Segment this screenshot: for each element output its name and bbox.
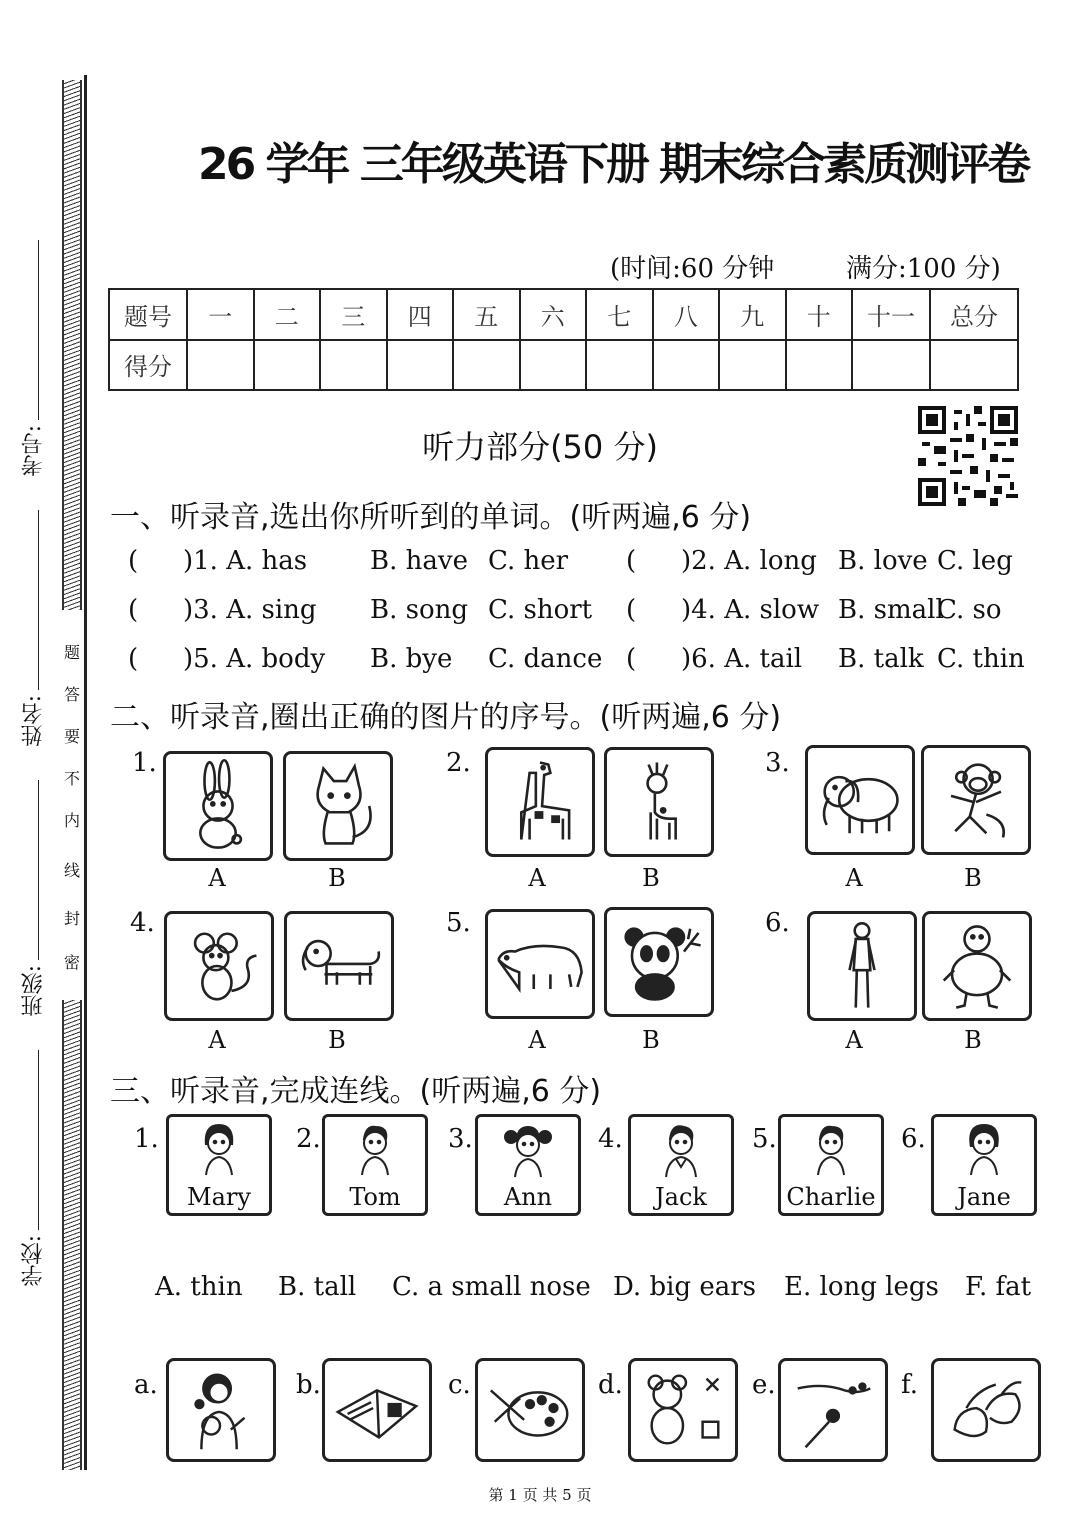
kid-name: Jack [655, 1183, 707, 1211]
choice-a-label: A [845, 864, 863, 892]
boy-icon [350, 1119, 400, 1179]
question-number: 2. [446, 748, 471, 778]
rabbit-icon [166, 754, 270, 858]
question-number: 6. [901, 1124, 926, 1154]
deer-icon [607, 750, 711, 854]
picture-letter: f. [901, 1370, 918, 1400]
toys-picture[interactable] [628, 1358, 738, 1462]
girl-icon [959, 1119, 1009, 1179]
palette-icon [478, 1361, 582, 1459]
choice-b-label: B [642, 864, 660, 892]
score-table [108, 288, 1019, 391]
choice-b-label: B [642, 1026, 660, 1054]
school-blank[interactable] [38, 1050, 39, 1230]
kid-card[interactable] [475, 1114, 581, 1216]
kid-card[interactable] [322, 1114, 428, 1216]
cat-picture[interactable] [283, 751, 393, 861]
question-number: 1. [134, 1124, 159, 1154]
rabbit-picture[interactable] [163, 751, 273, 861]
school-label: 学校: [21, 1235, 46, 1287]
table-cell: 五 [453, 289, 520, 340]
option-b: B. talk [838, 644, 924, 674]
giraffe-icon [488, 750, 592, 854]
answer-paren[interactable]: ( [128, 644, 139, 674]
score-cell[interactable] [520, 340, 587, 391]
option-c: C. dance [488, 644, 603, 674]
family-icon [169, 1361, 273, 1459]
seal-char: 题 [64, 640, 80, 663]
score-cell[interactable] [653, 340, 720, 391]
picture-letter: b. [296, 1370, 321, 1400]
fat-man-picture[interactable] [922, 911, 1032, 1021]
table-cell: 得分 [109, 340, 187, 391]
option-c: C. short [488, 595, 593, 625]
music-picture[interactable] [778, 1358, 888, 1462]
option-c: C. so [937, 595, 1002, 625]
match-option: B. tall [278, 1272, 357, 1302]
exam-no-blank[interactable] [38, 240, 39, 420]
table-cell: 总分 [930, 289, 1018, 340]
kid-name: Jane [957, 1183, 1011, 1211]
kid-card[interactable] [628, 1114, 734, 1216]
option-c: C. her [488, 546, 569, 576]
exam-full-score: 满分:100 分) [846, 254, 1001, 284]
dog-icon [287, 914, 391, 1018]
mouse-picture[interactable] [164, 911, 274, 1021]
bear-picture[interactable] [485, 909, 595, 1019]
question-label: )5. A. body [183, 644, 326, 674]
choice-a-label: A [208, 1026, 226, 1054]
seal-char: 不 [64, 766, 80, 789]
page-footer: 第 1 页 共 5 页 [488, 1486, 592, 1504]
choice-a-label: A [845, 1026, 863, 1054]
panda-icon [607, 910, 711, 1014]
score-cell[interactable] [187, 340, 254, 391]
match-option: A. thin [155, 1272, 243, 1302]
table-cell: 四 [387, 289, 454, 340]
table-cell: 六 [520, 289, 587, 340]
ballet-shoes-icon [934, 1361, 1038, 1459]
table-cell: 一 [187, 289, 254, 340]
class-label: 班级: [21, 965, 46, 1017]
exam-title: 26 学年 三年级英语下册 期末综合素质测评卷 [198, 139, 1029, 190]
thin-man-icon [810, 914, 914, 1018]
girl-icon [194, 1119, 244, 1179]
option-b: B. song [370, 595, 469, 625]
question-number: 6. [765, 908, 790, 938]
choice-b-label: B [328, 1026, 346, 1054]
score-cell[interactable] [852, 340, 930, 391]
answer-paren[interactable]: ( [128, 546, 139, 576]
option-b: B. love [838, 546, 928, 576]
table-cell: 七 [586, 289, 653, 340]
question-number: 5. [446, 908, 471, 938]
mouse-icon [167, 914, 271, 1018]
table-cell: 九 [719, 289, 786, 340]
table-cell: 八 [653, 289, 720, 340]
kid-name: Ann [503, 1183, 553, 1211]
dog-picture[interactable] [284, 911, 394, 1021]
score-cell[interactable] [453, 340, 520, 391]
elephant-picture[interactable] [805, 745, 915, 855]
table-row [109, 340, 1018, 391]
seal-char: 要 [64, 724, 80, 747]
score-cell[interactable] [719, 340, 786, 391]
kid-card[interactable] [931, 1114, 1037, 1216]
hatch-bottom [62, 1000, 82, 1470]
shoes-picture[interactable] [931, 1358, 1041, 1462]
seal-char: 封 [64, 906, 80, 929]
boy-icon [806, 1119, 856, 1179]
seal-char: 内 [64, 808, 80, 831]
score-cell[interactable] [387, 340, 454, 391]
seal-char: 线 [64, 858, 80, 881]
score-cell[interactable] [320, 340, 387, 391]
question-label: )1. A. has [183, 546, 308, 576]
match-option: F. fat [965, 1272, 1032, 1302]
microphone-icon [781, 1361, 885, 1459]
section1-title: 一、听录音,选出你所听到的单词。(听两遍,6 分) [110, 500, 752, 535]
exam-time: (时间:60 分钟 [610, 254, 775, 284]
kid-card[interactable] [166, 1114, 272, 1216]
family-picture[interactable] [166, 1358, 276, 1462]
part-title: 听力部分(50 分) [422, 428, 658, 466]
picture-letter: c. [448, 1370, 471, 1400]
table-cell: 二 [254, 289, 321, 340]
exam-no-label: 考号: [21, 425, 46, 477]
elephant-icon [808, 748, 912, 852]
answer-paren[interactable]: ( [626, 546, 637, 576]
panda-picture[interactable] [604, 907, 714, 1017]
seal-char: 密 [64, 950, 80, 973]
table-cell: 三 [320, 289, 387, 340]
name-blank[interactable] [38, 510, 39, 690]
table-cell: 十一 [852, 289, 930, 340]
choice-a-label: A [208, 864, 226, 892]
option-b: B. have [370, 546, 468, 576]
question-number: 4. [130, 908, 155, 938]
question-number: 3. [448, 1124, 473, 1154]
kid-name: Charlie [786, 1183, 876, 1211]
question-number: 4. [598, 1124, 623, 1154]
boy-icon [656, 1119, 706, 1179]
kid-card[interactable] [778, 1114, 884, 1216]
table-row [109, 289, 1018, 340]
binding-line [84, 75, 87, 1470]
question-number: 5. [752, 1124, 777, 1154]
question-label: )2. A. long [681, 546, 817, 576]
section3-title: 三、听录音,完成连线。(听两遍,6 分) [110, 1074, 602, 1109]
table-cell: 十 [786, 289, 853, 340]
answer-paren[interactable]: ( [626, 644, 637, 674]
section2-title: 二、听录音,圈出正确的图片的序号。(听两遍,6 分) [110, 700, 782, 735]
monkey-picture[interactable] [921, 745, 1031, 855]
option-c: C. leg [937, 546, 1013, 576]
match-option: E. long legs [784, 1272, 939, 1302]
answer-paren[interactable]: ( [128, 595, 139, 625]
score-cell[interactable] [254, 340, 321, 391]
deer-picture[interactable] [604, 747, 714, 857]
picture-letter: e. [752, 1370, 776, 1400]
seal-char: 答 [64, 682, 80, 705]
picture-letter: a. [134, 1370, 158, 1400]
question-label: )3. A. sing [183, 595, 317, 625]
kid-name: Mary [187, 1183, 251, 1211]
thin-man-picture[interactable] [807, 911, 917, 1021]
name-label: 姓名: [21, 695, 46, 747]
score-cell[interactable] [786, 340, 853, 391]
choice-a-label: A [528, 864, 546, 892]
question-label: )4. A. slow [681, 595, 820, 625]
book-picture[interactable] [322, 1358, 432, 1462]
question-number: 3. [765, 748, 790, 778]
match-option: C. a small nose [392, 1272, 591, 1302]
monkey-icon [924, 748, 1028, 852]
choice-b-label: B [964, 1026, 982, 1054]
cat-icon [286, 754, 390, 858]
choice-a-label: A [528, 1026, 546, 1054]
book-icon [325, 1361, 429, 1459]
choice-b-label: B [964, 864, 982, 892]
question-label: )6. A. tail [681, 644, 803, 674]
giraffe-picture[interactable] [485, 747, 595, 857]
fat-man-icon [925, 914, 1029, 1018]
bear-icon [488, 912, 592, 1016]
question-number: 1. [132, 748, 157, 778]
score-cell[interactable] [586, 340, 653, 391]
hatch-top [62, 80, 82, 610]
choice-b-label: B [328, 864, 346, 892]
table-cell: 题号 [109, 289, 187, 340]
option-b: B. small [838, 595, 944, 625]
kid-name: Tom [349, 1183, 401, 1211]
picture-letter: d. [598, 1370, 623, 1400]
option-b: B. bye [370, 644, 453, 674]
answer-paren[interactable]: ( [626, 595, 637, 625]
question-number: 2. [296, 1124, 321, 1154]
teddy-bear-icon [631, 1361, 735, 1459]
class-blank[interactable] [38, 780, 39, 960]
match-option: D. big ears [613, 1272, 756, 1302]
girl-icon [503, 1119, 553, 1179]
palette-picture[interactable] [475, 1358, 585, 1462]
option-c: C. thin [937, 644, 1025, 674]
score-cell[interactable] [930, 340, 1018, 391]
